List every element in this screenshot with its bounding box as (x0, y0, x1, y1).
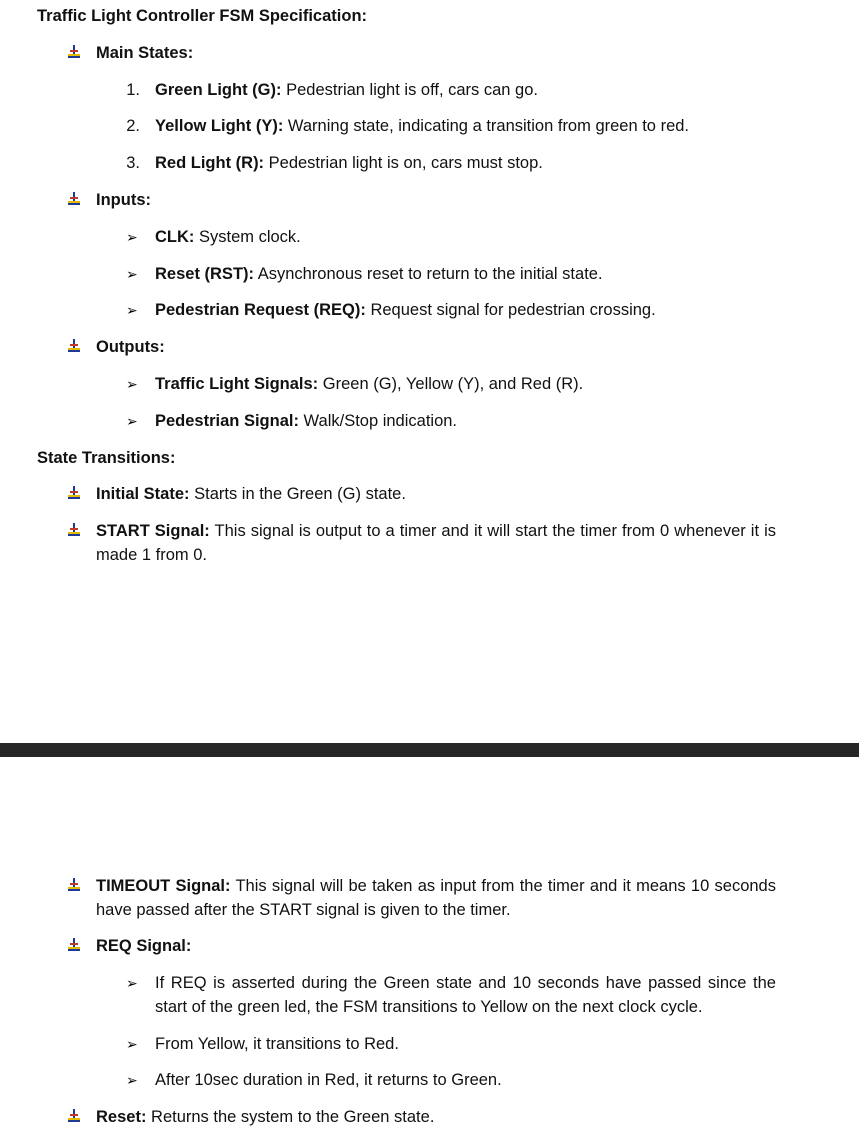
arrow-bullet-icon: ➢ (126, 975, 138, 991)
list-bullet-icon (67, 938, 81, 952)
arrow-bullet-icon: ➢ (126, 413, 138, 429)
arrow-bullet-icon: ➢ (126, 1072, 138, 1088)
outputs-heading: Outputs: (96, 338, 165, 356)
list-item: START Signal: This signal is output to a timer and it will start the timer from 0 whenever it is made 1 from 0. (96, 522, 776, 564)
list-item: If REQ is asserted during the Green state and 10 seconds have passed since the start of the green led, the FSM transitions to Yellow on the next clock cycle. (155, 974, 776, 1016)
arrow-bullet-icon: ➢ (126, 229, 138, 245)
inputs-heading: Inputs: (96, 191, 151, 209)
list-item: Reset: Returns the system to the Green state. (96, 1108, 435, 1126)
arrow-bullet-icon: ➢ (126, 376, 138, 392)
req-heading: REQ Signal: (96, 937, 192, 955)
list-bullet-icon (67, 523, 81, 537)
list-bullet-icon (67, 45, 81, 59)
list-item: TIMEOUT Signal: This signal will be taken as input from the timer and it means 10 seconds have passed after the START signal is given to the timer. (96, 877, 776, 919)
list-item: Reset (RST): Asynchronous reset to return to the initial state. (155, 265, 603, 283)
page-break (0, 743, 859, 757)
list-item: Initial State: Starts in the Green (G) state. (96, 485, 406, 503)
list-bullet-icon (67, 192, 81, 206)
list-bullet-icon (67, 878, 81, 892)
section-heading: State Transitions: (37, 449, 176, 467)
list-item: Pedestrian Request (REQ): Request signal for pedestrian crossing. (155, 301, 656, 319)
list-number: 3. (126, 154, 140, 172)
list-item: CLK: System clock. (155, 228, 301, 246)
list-number: 1. (126, 81, 140, 99)
list-bullet-icon (67, 1109, 81, 1123)
list-item: Pedestrian Signal: Walk/Stop indication. (155, 412, 458, 430)
list-bullet-icon (67, 486, 81, 500)
main-states-heading: Main States: (96, 44, 194, 62)
list-number: 2. (126, 117, 140, 135)
list-bullet-icon (67, 339, 81, 353)
list-item: Red Light (R): Pedestrian light is on, cars must stop. (155, 154, 543, 172)
list-item: From Yellow, it transitions to Red. (155, 1035, 399, 1053)
list-item: Traffic Light Signals: Green (G), Yellow (Y), and Red (R). (155, 375, 584, 393)
arrow-bullet-icon: ➢ (126, 1036, 138, 1052)
arrow-bullet-icon: ➢ (126, 266, 138, 282)
list-item: After 10sec duration in Red, it returns to Green. (155, 1071, 502, 1089)
arrow-bullet-icon: ➢ (126, 302, 138, 318)
page-title: Traffic Light Controller FSM Specification: (37, 7, 368, 25)
list-item: Yellow Light (Y): Warning state, indicating a transition from green to red. (155, 117, 690, 135)
list-item: Green Light (G): Pedestrian light is off, cars can go. (155, 81, 538, 99)
